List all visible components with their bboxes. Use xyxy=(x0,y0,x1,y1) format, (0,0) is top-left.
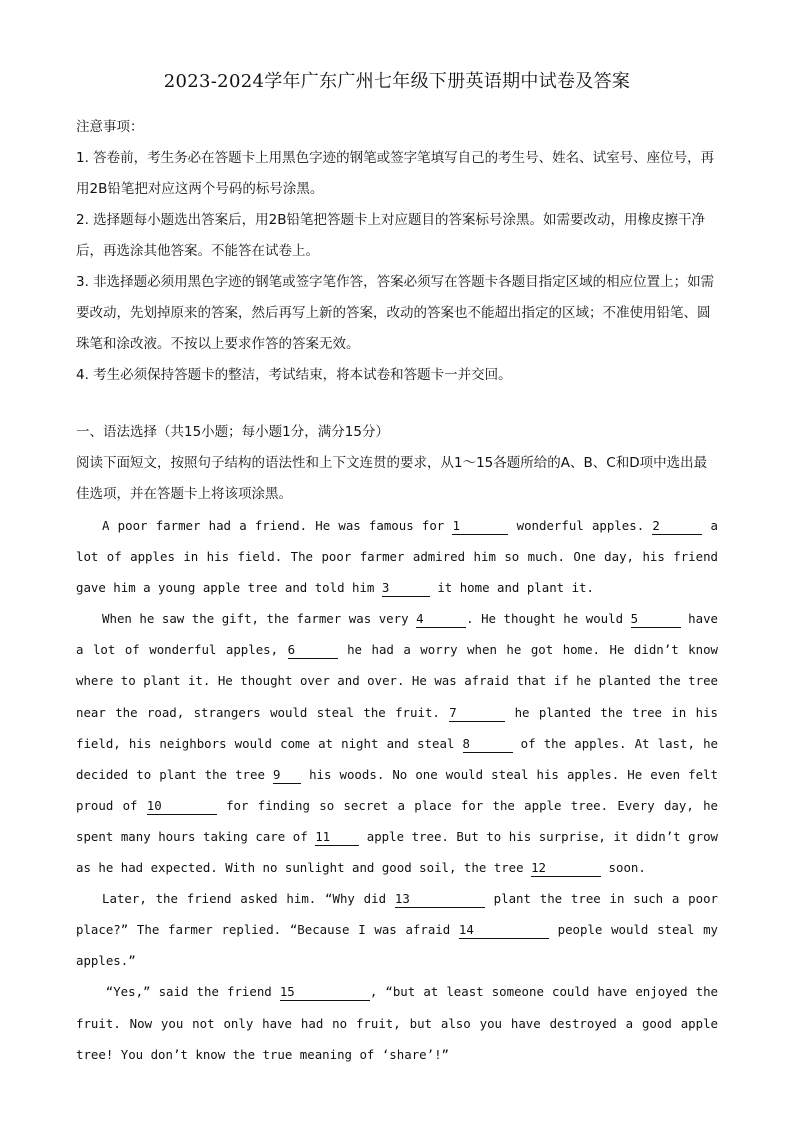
notes-heading: 注意事项： xyxy=(76,119,144,135)
passage-paragraph-2 xyxy=(76,603,718,883)
passage-text: a lot of apples in his field. The poor farmer admired him so much. One day, his friend gave him a young apple tree and told him xyxy=(76,518,719,596)
passage-text: When he saw the gift, the farmer was very xyxy=(102,611,417,627)
blank-11[interactable]: 11 xyxy=(315,829,359,846)
section-instruction: 阅读下面短文，按照句子结构的语法性和上下文连贯的要求，从1～15各题所给的A、B、C和D项中选出最佳选项，并在答题卡上将该项涂黑。 xyxy=(76,455,708,502)
blank-1[interactable]: 1 xyxy=(452,518,508,535)
passage-text: it home and plant it. xyxy=(429,580,594,596)
page-title: 2023-2024学年广东广州七年级下册英语期中试卷及答案 xyxy=(163,71,631,92)
passage-paragraph-1 xyxy=(76,510,718,603)
blank-8[interactable]: 8 xyxy=(463,736,513,753)
passage-text: of the apples. At last, he decided to plant the tree xyxy=(76,735,718,782)
blank-5[interactable]: 5 xyxy=(631,611,681,628)
passage-text: plant the tree in such a poor place?” The farmer replied. “Because I was afraid xyxy=(76,891,718,938)
section-heading: 一、语法选择（共15小题；每小题1分，满分15分） xyxy=(76,424,389,440)
blank-15[interactable]: 15 xyxy=(280,984,370,1001)
note-item-1: 1. 答卷前，考生务必在答题卡上用黑色字迹的钢笔或签字笔填写自己的考生号、姓名、试室号、座位号，再用2B铅笔把对应这两个号码的标号涂黑。 xyxy=(76,150,715,197)
blank-2[interactable]: 2 xyxy=(652,518,702,535)
blank-14[interactable]: 14 xyxy=(459,922,549,939)
passage-text: wonderful apples. xyxy=(508,518,653,533)
note-item-4: 4. 考生必须保持答题卡的整洁，考试结束，将本试卷和答题卡一并交回。 xyxy=(76,367,512,383)
exam-page xyxy=(76,68,718,1070)
blank-4[interactable]: 4 xyxy=(416,611,466,628)
passage-text: he planted the tree in his field, his neighbors would come at night and steal xyxy=(76,704,718,751)
passage-text: he had a worry when he got home. He didn’t know where to plant it. He thought over and over. He was afraid that if he planted the tree near the road, strangers would steal the fruit. xyxy=(76,642,718,720)
passage-text: apple tree. But to his surprise, it didn’t grow as he had expected. With no sunlight and good soil, the tree xyxy=(76,828,718,876)
section-gap xyxy=(76,391,718,417)
note-item-3: 3. 非选择题必须用黑色字迹的钢笔或签字笔作答，答案必须写在答题卡各题目指定区域的相应位置上；如需要改动，先划掉原来的答案，然后再写上新的答案，改动的答案也不能超出指定的区域；不准使用铅笔、圆珠笔和涂改液。不按以上要求作答的答案无效。 xyxy=(76,274,715,352)
blank-7[interactable]: 7 xyxy=(449,705,505,722)
blank-13[interactable]: 13 xyxy=(395,891,485,908)
blank-12[interactable]: 12 xyxy=(531,860,601,877)
passage-paragraph-4 xyxy=(76,976,718,1069)
passage-paragraph-3 xyxy=(76,883,718,976)
passage-text: for finding so secret a place for the apple tree. Every day, he spent many hours taking care of xyxy=(76,797,718,844)
passage-text: people would steal my apples.” xyxy=(76,922,718,969)
blank-3[interactable]: 3 xyxy=(382,580,430,597)
passage-text: his woods. No one would steal his apples. He even felt proud of xyxy=(76,766,718,813)
passage-text: A poor farmer had a friend. He was famous for xyxy=(102,518,453,533)
passage-text: soon. xyxy=(601,860,646,876)
blank-9[interactable]: 9 xyxy=(273,767,301,784)
passage-text: Later, the friend asked him. “Why did xyxy=(102,891,395,907)
passage-text: have a lot of wonderful apples, xyxy=(76,611,718,658)
blank-10[interactable]: 10 xyxy=(147,798,217,815)
passage-text: “Yes,” said the friend xyxy=(105,984,280,1000)
blank-6[interactable]: 6 xyxy=(288,642,338,659)
passage-text: , “but at least someone could have enjoyed the fruit. Now you not only have had no fruit, but also you have destroyed a good apple tree! You don’t know the true meaning of ‘share’!” xyxy=(76,984,719,1062)
passage-text: . He thought he would xyxy=(466,611,631,627)
note-item-2: 2. 选择题每小题选出答案后，用2B铅笔把答题卡上对应题目的答案标号涂黑。如需要改动，用橡皮擦干净后，再选涂其他答案。不能答在试卷上。 xyxy=(76,212,706,259)
